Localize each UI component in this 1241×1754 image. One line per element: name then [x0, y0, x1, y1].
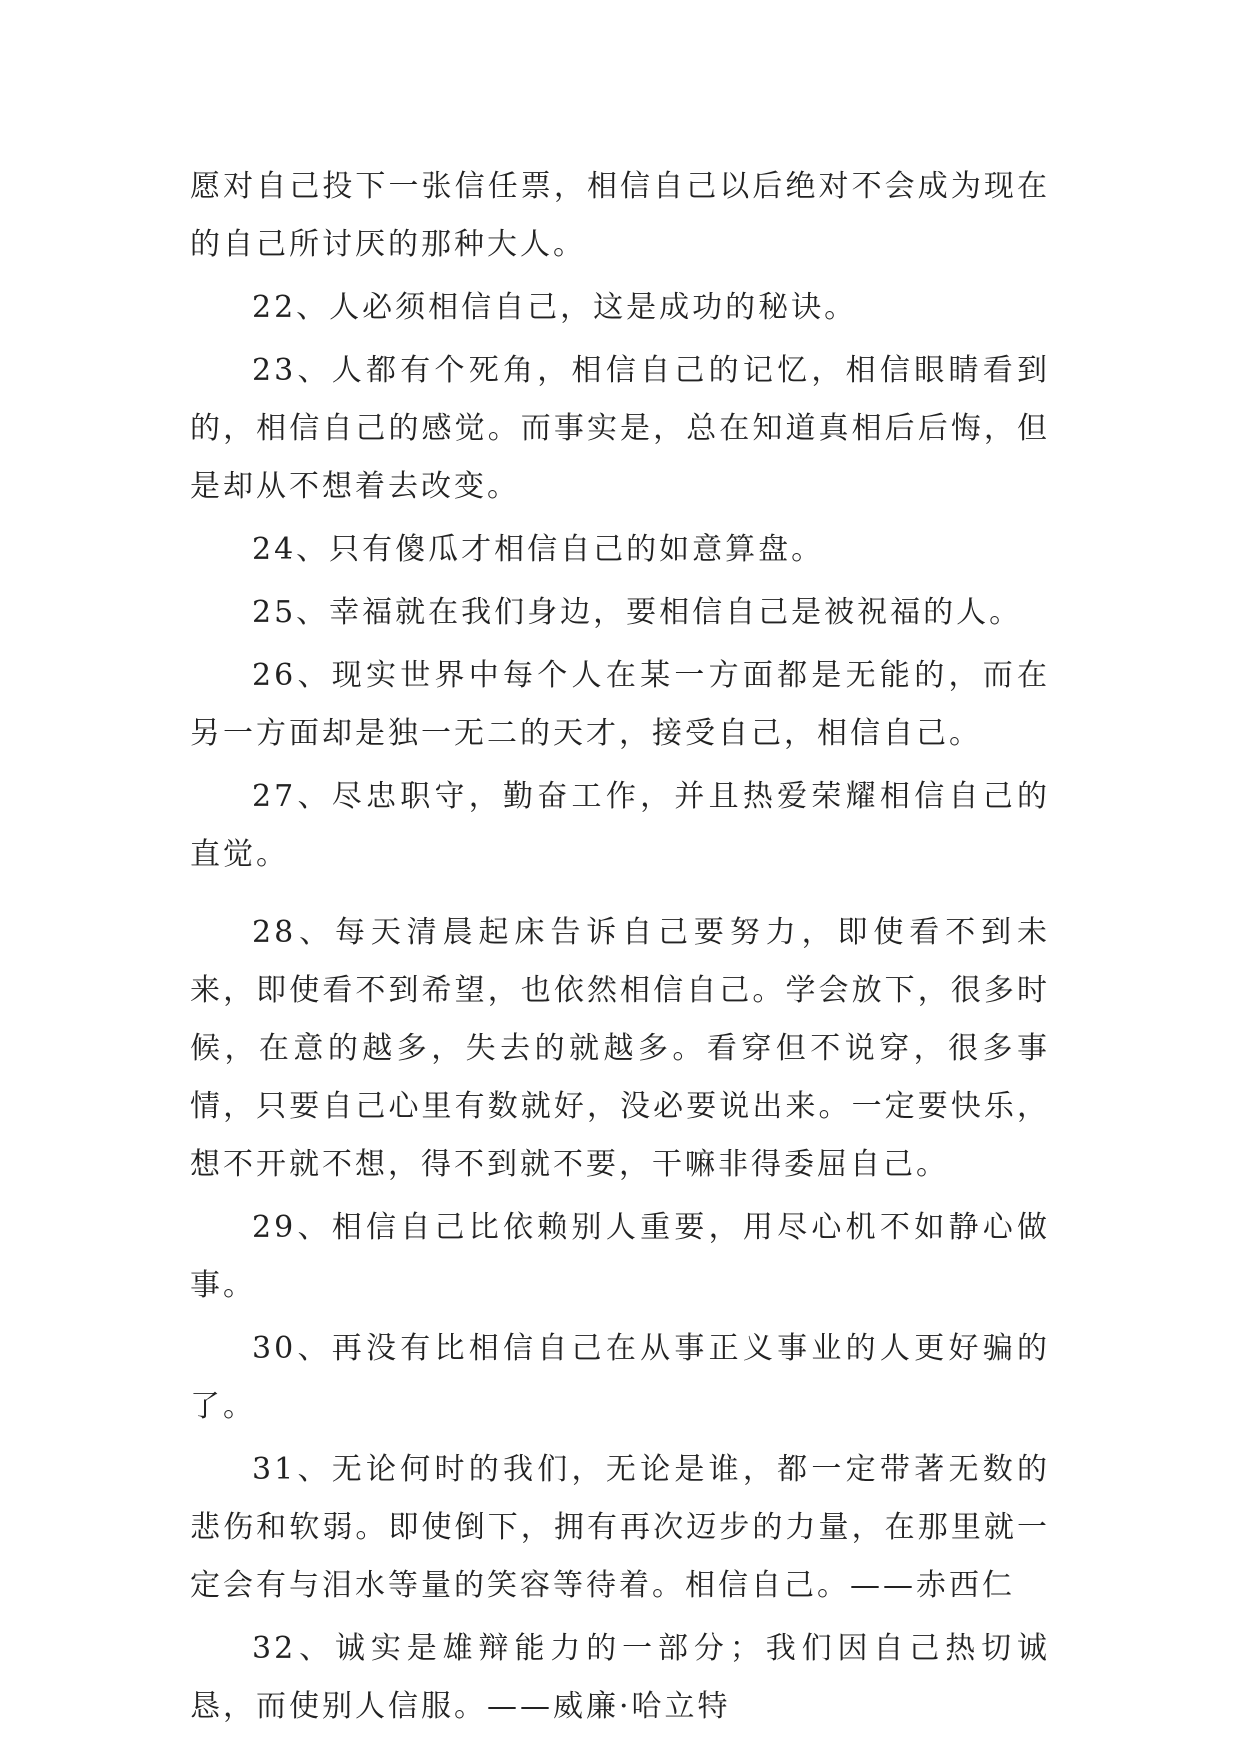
- quote-23: 23、人都有个死角，相信自己的记忆，相信眼睛看到的，相信自己的感觉。而事实是，总在知道真相后后悔，但是却从不想着去改变。: [190, 353, 1050, 504]
- quote-26: 26、现实世界中每个人在某一方面都是无能的，而在另一方面却是独一无二的天才，接受自己，相信自己。: [190, 658, 1050, 751]
- quote-22: 22、人必须相信自己，这是成功的秘诀。: [252, 290, 858, 325]
- paragraph-continuation: 愿对自己投下一张信任票，相信自己以后绝对不会成为现在的自己所讨厌的那种大人。: [190, 169, 1050, 262]
- quote-32: 32、诚实是雄辩能力的一部分；我们因自己热切诚恳，而使别人信服。——威廉·哈立特: [190, 1631, 1050, 1724]
- quote-25: 25、幸福就在我们身边，要相信自己是被祝福的人。: [252, 595, 1023, 630]
- quote-30: 30、再没有比相信自己在从事正义事业的人更好骗的了。: [190, 1331, 1050, 1424]
- quote-28: 28、每天清晨起床告诉自己要努力，即使看不到未来，即使看不到希望，也依然相信自己。学会放下，很多时候，在意的越多，失去的就越多。看穿但不说穿，很多事情，只要自己心里有数就好，没必要说出来。一定要快乐，想不开就不想，得不到就不要，干嘛非得委屈自己。: [190, 915, 1050, 1182]
- document-body: [190, 158, 1050, 1741]
- quote-31: 31、无论何时的我们，无论是谁，都一定带著无数的悲伤和软弱。即使倒下，拥有再次迈步的力量，在那里就一定会有与泪水等量的笑容等待着。相信自己。——赤西仁: [190, 1452, 1050, 1603]
- quote-29: 29、相信自己比依赖别人重要，用尽心机不如静心做事。: [190, 1210, 1050, 1303]
- quote-27: 27、尽忠职守，勤奋工作，并且热爱荣耀相信自己的直觉。: [190, 779, 1050, 872]
- quote-24: 24、只有傻瓜才相信自己的如意算盘。: [252, 532, 825, 567]
